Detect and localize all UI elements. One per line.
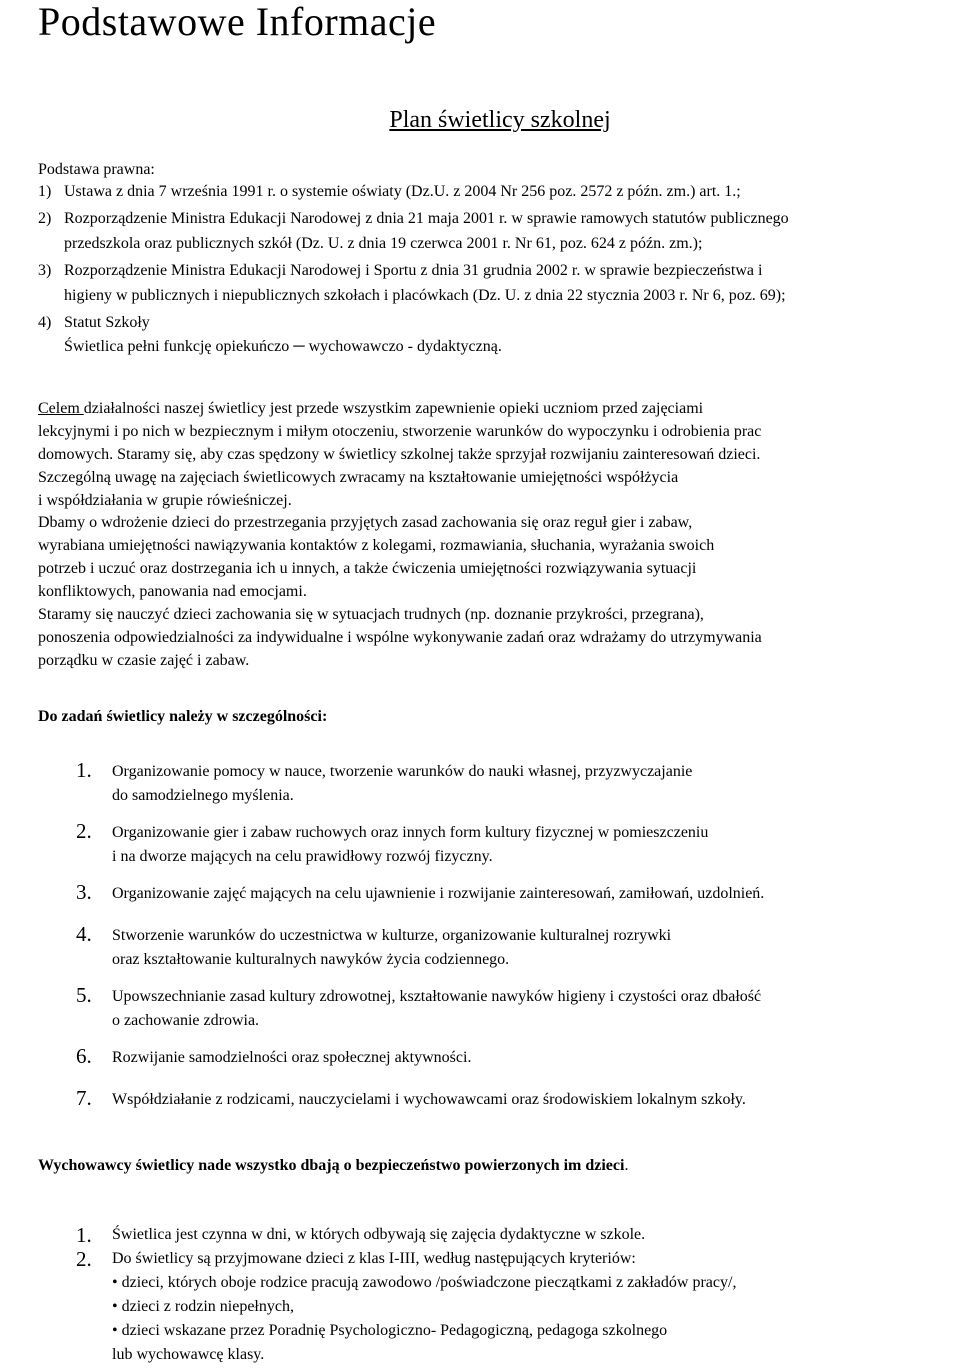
goals-line: konfliktowych, panowania nad emocjami. xyxy=(38,583,307,601)
task-text: Upowszechnianie zasad kultury zdrowotnej, kształtowanie nawyków higieny i czystości oraz dbałość xyxy=(112,988,762,1005)
task-item xyxy=(76,1043,956,1085)
task-text: Rozwijanie samodzielności oraz społecznej aktywności. xyxy=(112,1049,472,1066)
task-number: 6. xyxy=(76,1044,92,1068)
legal-basis-section xyxy=(38,159,948,359)
task-number: 1. xyxy=(76,758,92,782)
plan-title: Plan świetlicy szkolnej xyxy=(389,107,611,133)
safety-heading xyxy=(38,1157,628,1175)
criteria-item: • dzieci z rodzin niepełnych, xyxy=(112,1298,294,1315)
legal-item-number: 1) xyxy=(38,183,52,200)
legal-item-text: higieny w publicznych i niepublicznych szkołach i placówkach (Dz. U. z dnia 22 stycznia 2003 r. Nr 6, poz. 69); xyxy=(64,287,786,304)
task-number: 4. xyxy=(76,922,92,946)
task-text: i na dworze mających na celu prawidłowy rozwój fizyczny. xyxy=(112,848,493,865)
task-item xyxy=(76,757,956,818)
goals-line: potrzeb i uczuć oraz dostrzegania ich u innych, a także ćwiczenia umiejętności rozwiązywania sytuacji xyxy=(38,560,697,578)
rule-number: 1. xyxy=(76,1223,92,1247)
goals-line: Staramy się nauczyć dzieci zachowania się w sytuacjach trudnych (np. doznanie przykrości, przegrana), xyxy=(38,606,704,624)
legal-item-text: Statut Szkoły xyxy=(64,314,150,331)
task-item xyxy=(76,879,956,921)
task-text: oraz kształtowanie kulturalnych nawyków życia codziennego. xyxy=(112,951,510,968)
task-text: Organizowanie zajęć mających na celu ujawnienie i rozwijanie zainteresowań, zamiłowań, uzdolnień. xyxy=(112,885,765,902)
task-item xyxy=(76,921,956,982)
goals-line: wyrabiana umiejętności nawiązywania kontaktów z kolegami, rozmawiania, słuchania, wyrażania swoich xyxy=(38,537,715,555)
rules-list xyxy=(76,1223,956,1367)
legal-item-number: 3) xyxy=(38,262,52,279)
task-number: 3. xyxy=(76,880,92,904)
page-title: Podstawowe Informacje xyxy=(38,0,437,44)
legal-item-number: 4) xyxy=(38,314,52,331)
task-number: 5. xyxy=(76,983,92,1007)
task-item xyxy=(76,818,956,879)
legal-item xyxy=(38,208,948,255)
legal-item xyxy=(38,181,948,203)
tasks-heading: Do zadań świetlicy należy w szczególności: xyxy=(38,708,328,725)
rule-text: Świetlica jest czynna w dni, w których odbywają się zajęcia dydaktyczne w szkole. xyxy=(112,1226,646,1243)
legal-item-text: Rozporządzenie Ministra Edukacji Narodowej i Sportu z dnia 31 grudnia 2002 r. w sprawie bezpieczeństwa i xyxy=(64,262,763,279)
legal-item-text: Ustawa z dnia 7 września 1991 r. o systemie oświaty (Dz.U. z 2004 Nr 256 poz. 2572 z późn. zm.) art. 1.; xyxy=(64,183,741,200)
goals-line: i współdziałania w grupie rówieśniczej. xyxy=(38,491,292,509)
criteria-list xyxy=(112,1271,736,1367)
legal-basis-label: Podstawa prawna: xyxy=(38,161,155,178)
criteria-item: • dzieci wskazane przez Poradnię Psychologiczno- Pedagogiczną, pedagoga szkolnego xyxy=(112,1322,668,1339)
rule-number: 2. xyxy=(76,1247,92,1271)
criteria-item: lub wychowawcę klasy. xyxy=(112,1346,265,1363)
task-text: o zachowanie zdrowia. xyxy=(112,1012,260,1029)
legal-item-number: 2) xyxy=(38,210,52,227)
task-text: do samodzielnego myślenia. xyxy=(112,787,294,804)
function-note: Świetlica pełni funkcję opiekuńczo ─ wychowawczo - dydaktyczną. xyxy=(64,338,502,355)
rule-item xyxy=(76,1223,956,1247)
task-item xyxy=(76,982,956,1043)
goals-line: działalności naszej świetlicy jest przede wszystkim zapewnienie opieki uczniom przed zajęciami xyxy=(83,400,704,417)
task-text: Organizowanie pomocy w nauce, tworzenie warunków do nauki własnej, przyzwyczajanie xyxy=(112,763,693,780)
goals-keyword: Celem xyxy=(38,400,84,417)
task-text: Organizowanie gier i zabaw ruchowych oraz innych form kultury fizycznej w pomieszczeniu xyxy=(112,824,709,841)
task-number: 2. xyxy=(76,819,92,843)
goals-line: lekcyjnymi i po nich w bezpiecznym i miłym otoczeniu, stworzenie warunków do wypoczynku i odrobienia prac xyxy=(38,422,762,440)
legal-item-text: Rozporządzenie Ministra Edukacji Narodowej z dnia 21 maja 2001 r. w sprawie ramowych statutów publicznego xyxy=(64,210,789,227)
goals-line: domowych. Staramy się, aby czas spędzony w świetlicy szkolnej także sprzyjał rozwijaniu zainteresowań dzieci. xyxy=(38,445,761,463)
safety-heading-period: . xyxy=(624,1157,629,1174)
legal-item-text: przedszkola oraz publicznych szkół (Dz. U. z dnia 19 czerwca 2001 r. Nr 61, poz. 624 z późn. zm.); xyxy=(64,235,703,252)
goals-line: ponoszenia odpowiedzialności za indywidualne i wspólne wykonywanie zadań oraz wdrażamy do utrzymywania xyxy=(38,628,762,646)
goals-line: porządku w czasie zajęć i zabaw. xyxy=(38,651,250,669)
goals-line: Dbamy o wdrożenie dzieci do przestrzegania przyjętych zasad zachowania się oraz reguł gier i zabaw, xyxy=(38,514,693,532)
legal-item xyxy=(38,312,948,359)
legal-item xyxy=(38,260,948,307)
criteria-item: • dzieci, których oboje rodzice pracują zawodowo /poświadczone pieczątkami z zakładów pracy/, xyxy=(112,1274,737,1291)
rule-text: Do świetlicy są przyjmowane dzieci z klas I-III, według następujących kryteriów: xyxy=(112,1250,636,1267)
safety-heading-text: Wychowawcy świetlicy nade wszystko dbają o bezpieczeństwo powierzonych im dzieci xyxy=(38,1157,625,1174)
task-item xyxy=(76,1085,956,1115)
goals-paragraph xyxy=(38,398,958,673)
tasks-list xyxy=(76,757,956,1115)
task-number: 7. xyxy=(76,1086,92,1110)
task-text: Współdziałanie z rodzicami, nauczycielami i wychowawcami oraz środowiskiem lokalnym szkoły. xyxy=(112,1091,746,1108)
goals-line: Szczególną uwagę na zajęciach świetlicowych zwracamy na kształtowanie umiejętności współżycia xyxy=(38,468,679,486)
rule-item xyxy=(76,1247,956,1367)
task-text: Stworzenie warunków do uczestnictwa w kulturze, organizowanie kulturalnej rozrywki xyxy=(112,927,672,944)
